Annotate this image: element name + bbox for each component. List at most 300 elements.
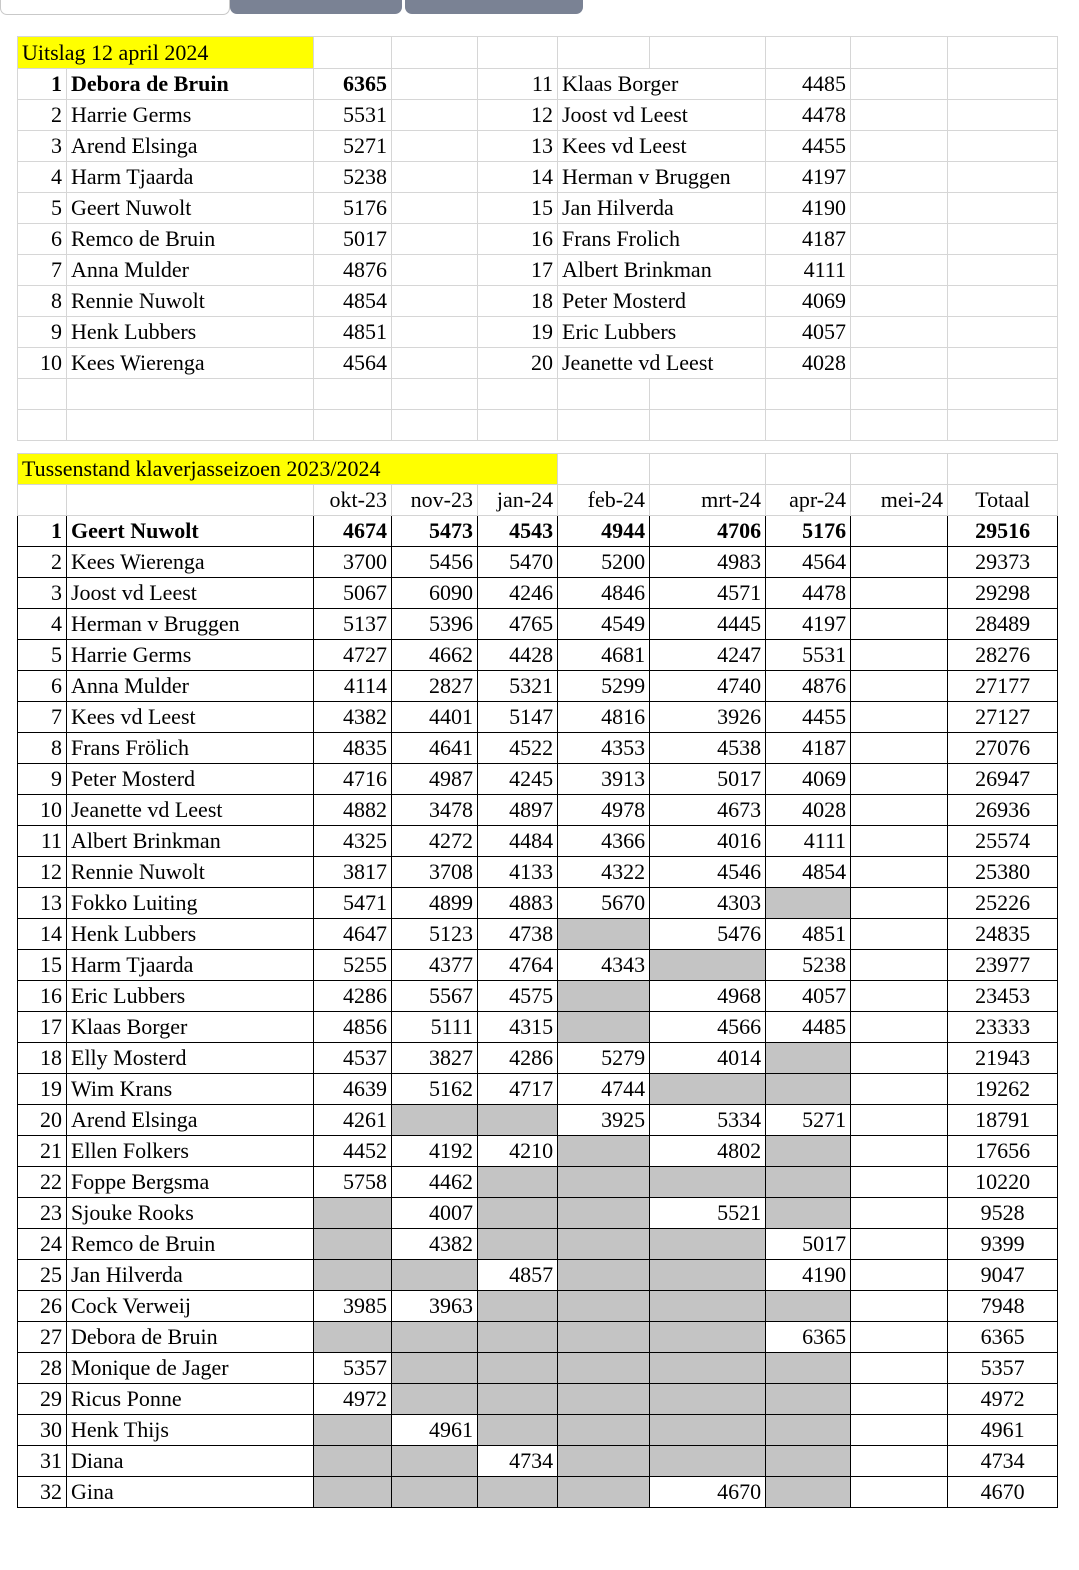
score-cell: 4647 bbox=[314, 919, 392, 950]
name-cell: Eric Lubbers bbox=[558, 317, 766, 348]
missing-score-cell bbox=[766, 1415, 851, 1446]
tab-active[interactable] bbox=[0, 0, 230, 15]
score-cell: 6365 bbox=[314, 69, 392, 100]
name-cell: Kees vd Leest bbox=[67, 702, 314, 733]
missing-score-cell bbox=[392, 1260, 478, 1291]
empty-cell bbox=[851, 317, 948, 348]
score-cell: 4192 bbox=[392, 1136, 478, 1167]
name-cell: Anna Mulder bbox=[67, 255, 314, 286]
score-cell: 3913 bbox=[558, 764, 650, 795]
empty-cell bbox=[392, 286, 478, 317]
score-cell: 4007 bbox=[392, 1198, 478, 1229]
total-cell: 27127 bbox=[948, 702, 1058, 733]
score-cell: 4057 bbox=[766, 317, 851, 348]
table-row bbox=[18, 348, 1058, 379]
rank-cell: 4 bbox=[18, 609, 67, 640]
score-cell: 5299 bbox=[558, 671, 650, 702]
score-cell bbox=[851, 795, 948, 826]
score-cell: 4187 bbox=[766, 733, 851, 764]
name-cell: Eric Lubbers bbox=[67, 981, 314, 1012]
empty-cell bbox=[851, 131, 948, 162]
missing-score-cell bbox=[650, 1446, 766, 1477]
score-cell: 5271 bbox=[314, 131, 392, 162]
score-cell: 3708 bbox=[392, 857, 478, 888]
empty-cell bbox=[948, 379, 1058, 410]
score-cell bbox=[851, 702, 948, 733]
score-cell bbox=[851, 981, 948, 1012]
table-row bbox=[18, 162, 1058, 193]
score-cell: 4727 bbox=[314, 640, 392, 671]
missing-score-cell bbox=[650, 1384, 766, 1415]
score-cell: 4740 bbox=[650, 671, 766, 702]
empty-cell bbox=[948, 224, 1058, 255]
empty-cell bbox=[851, 410, 948, 441]
total-cell: 5357 bbox=[948, 1353, 1058, 1384]
score-cell: 4343 bbox=[558, 950, 650, 981]
score-cell: 4744 bbox=[558, 1074, 650, 1105]
score-cell bbox=[851, 950, 948, 981]
score-cell bbox=[851, 1105, 948, 1136]
total-cell: 28276 bbox=[948, 640, 1058, 671]
score-cell bbox=[851, 578, 948, 609]
total-cell: 17656 bbox=[948, 1136, 1058, 1167]
empty-cell bbox=[851, 224, 948, 255]
name-cell: Jan Hilverda bbox=[558, 193, 766, 224]
score-cell: 4816 bbox=[558, 702, 650, 733]
missing-score-cell bbox=[558, 1198, 650, 1229]
score-cell: 4133 bbox=[478, 857, 558, 888]
table-row bbox=[18, 888, 1058, 919]
name-cell: Rennie Nuwolt bbox=[67, 286, 314, 317]
total-cell: 29298 bbox=[948, 578, 1058, 609]
name-cell: Remco de Bruin bbox=[67, 224, 314, 255]
score-cell: 5147 bbox=[478, 702, 558, 733]
score-cell: 4114 bbox=[314, 671, 392, 702]
table-row bbox=[18, 733, 1058, 764]
rank-cell: 26 bbox=[18, 1291, 67, 1322]
score-cell bbox=[851, 1136, 948, 1167]
score-cell: 4899 bbox=[392, 888, 478, 919]
score-cell: 5255 bbox=[314, 950, 392, 981]
table-row bbox=[18, 1322, 1058, 1353]
rank-cell: 19 bbox=[478, 317, 558, 348]
total-cell: 21943 bbox=[948, 1043, 1058, 1074]
score-cell: 5531 bbox=[766, 640, 851, 671]
table-row bbox=[18, 764, 1058, 795]
empty-cell bbox=[851, 69, 948, 100]
empty-cell bbox=[392, 317, 478, 348]
score-cell bbox=[851, 1167, 948, 1198]
score-cell: 5017 bbox=[314, 224, 392, 255]
score-cell: 4854 bbox=[766, 857, 851, 888]
score-cell: 4546 bbox=[650, 857, 766, 888]
empty-cell bbox=[948, 131, 1058, 162]
total-cell: 9399 bbox=[948, 1229, 1058, 1260]
empty-cell bbox=[314, 379, 392, 410]
missing-score-cell bbox=[766, 1074, 851, 1105]
missing-score-cell bbox=[650, 1291, 766, 1322]
name-cell: Debora de Bruin bbox=[67, 69, 314, 100]
score-cell: 4641 bbox=[392, 733, 478, 764]
total-cell: 23977 bbox=[948, 950, 1058, 981]
score-cell: 4428 bbox=[478, 640, 558, 671]
score-cell: 4835 bbox=[314, 733, 392, 764]
empty-cell bbox=[650, 379, 766, 410]
score-cell: 4057 bbox=[766, 981, 851, 1012]
score-cell: 4734 bbox=[478, 1446, 558, 1477]
name-cell: Geert Nuwolt bbox=[67, 193, 314, 224]
table-row bbox=[18, 1477, 1058, 1508]
score-cell: 4197 bbox=[766, 609, 851, 640]
score-cell: 4537 bbox=[314, 1043, 392, 1074]
score-cell: 4452 bbox=[314, 1136, 392, 1167]
score-cell: 4028 bbox=[766, 348, 851, 379]
rank-cell: 31 bbox=[18, 1446, 67, 1477]
score-cell bbox=[851, 1074, 948, 1105]
missing-score-cell bbox=[650, 1260, 766, 1291]
missing-score-cell bbox=[314, 1477, 392, 1508]
missing-score-cell bbox=[558, 1446, 650, 1477]
empty-cell bbox=[392, 410, 478, 441]
empty-cell bbox=[18, 410, 67, 441]
rank-cell: 7 bbox=[18, 255, 67, 286]
missing-score-cell bbox=[766, 1136, 851, 1167]
score-cell bbox=[851, 1446, 948, 1477]
missing-score-cell bbox=[558, 1260, 650, 1291]
column-header: mrt-24 bbox=[650, 485, 766, 516]
rank-cell: 23 bbox=[18, 1198, 67, 1229]
score-cell: 5123 bbox=[392, 919, 478, 950]
score-cell: 4549 bbox=[558, 609, 650, 640]
score-cell: 4961 bbox=[392, 1415, 478, 1446]
missing-score-cell bbox=[766, 1291, 851, 1322]
rank-cell: 14 bbox=[478, 162, 558, 193]
blank-row bbox=[18, 379, 1058, 410]
score-cell: 4382 bbox=[314, 702, 392, 733]
rank-cell: 28 bbox=[18, 1353, 67, 1384]
name-cell: Albert Brinkman bbox=[67, 826, 314, 857]
table-row bbox=[18, 69, 1058, 100]
name-cell: Anna Mulder bbox=[67, 671, 314, 702]
table-row bbox=[18, 1136, 1058, 1167]
missing-score-cell bbox=[314, 1198, 392, 1229]
score-cell bbox=[851, 1198, 948, 1229]
name-cell: Gina bbox=[67, 1477, 314, 1508]
tab-inactive[interactable] bbox=[405, 0, 583, 14]
rank-cell: 29 bbox=[18, 1384, 67, 1415]
score-cell: 4485 bbox=[766, 69, 851, 100]
total-cell: 6365 bbox=[948, 1322, 1058, 1353]
missing-score-cell bbox=[478, 1353, 558, 1384]
name-cell: Klaas Borger bbox=[67, 1012, 314, 1043]
score-cell: 3985 bbox=[314, 1291, 392, 1322]
table-row bbox=[18, 795, 1058, 826]
score-cell: 4069 bbox=[766, 764, 851, 795]
score-cell: 4564 bbox=[314, 348, 392, 379]
name-cell: Jan Hilverda bbox=[67, 1260, 314, 1291]
empty-cell bbox=[851, 286, 948, 317]
table-row bbox=[18, 640, 1058, 671]
missing-score-cell bbox=[558, 1291, 650, 1322]
table-row bbox=[18, 826, 1058, 857]
total-cell: 26936 bbox=[948, 795, 1058, 826]
rank-cell: 12 bbox=[478, 100, 558, 131]
missing-score-cell bbox=[558, 1353, 650, 1384]
name-cell: Frans Frolich bbox=[558, 224, 766, 255]
score-cell: 4764 bbox=[478, 950, 558, 981]
rank-cell: 20 bbox=[478, 348, 558, 379]
empty-cell bbox=[948, 255, 1058, 286]
missing-score-cell bbox=[478, 1415, 558, 1446]
empty-cell bbox=[478, 379, 558, 410]
total-cell: 4961 bbox=[948, 1415, 1058, 1446]
empty-cell bbox=[558, 379, 650, 410]
name-cell: Harrie Germs bbox=[67, 100, 314, 131]
table-row bbox=[18, 671, 1058, 702]
score-cell: 5321 bbox=[478, 671, 558, 702]
missing-score-cell bbox=[314, 1446, 392, 1477]
score-cell bbox=[851, 547, 948, 578]
score-cell: 4353 bbox=[558, 733, 650, 764]
score-cell bbox=[851, 1415, 948, 1446]
total-cell: 29516 bbox=[948, 516, 1058, 547]
score-cell: 4538 bbox=[650, 733, 766, 764]
score-cell: 5017 bbox=[766, 1229, 851, 1260]
table-row bbox=[18, 255, 1058, 286]
total-cell: 10220 bbox=[948, 1167, 1058, 1198]
score-cell: 4575 bbox=[478, 981, 558, 1012]
column-header: okt-23 bbox=[314, 485, 392, 516]
total-cell: 9528 bbox=[948, 1198, 1058, 1229]
empty-cell bbox=[851, 162, 948, 193]
name-cell: Harm Tjaarda bbox=[67, 950, 314, 981]
empty-cell bbox=[948, 348, 1058, 379]
name-cell: Monique de Jager bbox=[67, 1353, 314, 1384]
score-cell: 5334 bbox=[650, 1105, 766, 1136]
score-cell: 5176 bbox=[314, 193, 392, 224]
missing-score-cell bbox=[766, 888, 851, 919]
empty-cell bbox=[948, 410, 1058, 441]
score-cell: 4455 bbox=[766, 702, 851, 733]
missing-score-cell bbox=[650, 950, 766, 981]
score-cell: 3925 bbox=[558, 1105, 650, 1136]
score-cell: 5200 bbox=[558, 547, 650, 578]
total-cell: 9047 bbox=[948, 1260, 1058, 1291]
rank-cell: 10 bbox=[18, 795, 67, 826]
rank-cell: 1 bbox=[18, 516, 67, 547]
score-cell: 4377 bbox=[392, 950, 478, 981]
score-cell: 4854 bbox=[314, 286, 392, 317]
score-cell: 4016 bbox=[650, 826, 766, 857]
score-cell bbox=[851, 733, 948, 764]
rank-cell: 4 bbox=[18, 162, 67, 193]
total-cell: 26947 bbox=[948, 764, 1058, 795]
missing-score-cell bbox=[558, 1229, 650, 1260]
name-cell: Albert Brinkman bbox=[558, 255, 766, 286]
score-cell: 5473 bbox=[392, 516, 478, 547]
rank-cell: 9 bbox=[18, 317, 67, 348]
score-cell: 5476 bbox=[650, 919, 766, 950]
column-header: Totaal bbox=[948, 485, 1058, 516]
total-cell: 19262 bbox=[948, 1074, 1058, 1105]
empty-cell bbox=[851, 100, 948, 131]
score-cell: 5471 bbox=[314, 888, 392, 919]
name-cell: Peter Mosterd bbox=[67, 764, 314, 795]
total-cell: 27076 bbox=[948, 733, 1058, 764]
total-cell: 18791 bbox=[948, 1105, 1058, 1136]
rank-cell: 5 bbox=[18, 193, 67, 224]
missing-score-cell bbox=[558, 919, 650, 950]
missing-score-cell bbox=[392, 1446, 478, 1477]
missing-score-cell bbox=[392, 1322, 478, 1353]
missing-score-cell bbox=[558, 1012, 650, 1043]
score-cell: 4401 bbox=[392, 702, 478, 733]
score-cell: 5067 bbox=[314, 578, 392, 609]
tussenstand-table bbox=[17, 453, 1058, 1508]
score-cell bbox=[851, 1229, 948, 1260]
name-cell: Herman v Bruggen bbox=[558, 162, 766, 193]
empty-cell bbox=[650, 410, 766, 441]
rank-cell: 22 bbox=[18, 1167, 67, 1198]
name-cell: Klaas Borger bbox=[558, 69, 766, 100]
missing-score-cell bbox=[650, 1229, 766, 1260]
score-cell: 4674 bbox=[314, 516, 392, 547]
column-header: mei-24 bbox=[851, 485, 948, 516]
rank-cell: 10 bbox=[18, 348, 67, 379]
table-row bbox=[18, 317, 1058, 348]
missing-score-cell bbox=[558, 1167, 650, 1198]
name-cell: Arend Elsinga bbox=[67, 1105, 314, 1136]
name-cell: Joost vd Leest bbox=[558, 100, 766, 131]
tab-inactive[interactable] bbox=[230, 0, 402, 14]
empty-cell bbox=[766, 410, 851, 441]
score-cell: 4856 bbox=[314, 1012, 392, 1043]
rank-cell: 20 bbox=[18, 1105, 67, 1136]
score-cell: 4190 bbox=[766, 193, 851, 224]
table-row bbox=[18, 131, 1058, 162]
rank-cell: 2 bbox=[18, 547, 67, 578]
score-cell: 4462 bbox=[392, 1167, 478, 1198]
name-cell: Henk Lubbers bbox=[67, 317, 314, 348]
missing-score-cell bbox=[558, 981, 650, 1012]
column-header: jan-24 bbox=[478, 485, 558, 516]
table-row bbox=[18, 578, 1058, 609]
score-cell: 4717 bbox=[478, 1074, 558, 1105]
empty-cell bbox=[948, 317, 1058, 348]
missing-score-cell bbox=[766, 1477, 851, 1508]
score-cell: 4882 bbox=[314, 795, 392, 826]
score-cell bbox=[851, 1291, 948, 1322]
total-cell: 23333 bbox=[948, 1012, 1058, 1043]
missing-score-cell bbox=[478, 1229, 558, 1260]
table-row bbox=[18, 1415, 1058, 1446]
score-cell: 5176 bbox=[766, 516, 851, 547]
score-cell: 5162 bbox=[392, 1074, 478, 1105]
score-cell: 4111 bbox=[766, 255, 851, 286]
rank-cell: 12 bbox=[18, 857, 67, 888]
name-cell: Fokko Luiting bbox=[67, 888, 314, 919]
missing-score-cell bbox=[650, 1415, 766, 1446]
empty-cell bbox=[392, 348, 478, 379]
table-row bbox=[18, 1229, 1058, 1260]
score-cell: 4028 bbox=[766, 795, 851, 826]
score-cell: 4484 bbox=[478, 826, 558, 857]
score-cell: 5111 bbox=[392, 1012, 478, 1043]
name-cell: Remco de Bruin bbox=[67, 1229, 314, 1260]
score-cell: 4662 bbox=[392, 640, 478, 671]
score-cell bbox=[851, 1353, 948, 1384]
score-cell: 4681 bbox=[558, 640, 650, 671]
name-cell: Geert Nuwolt bbox=[67, 516, 314, 547]
score-cell: 6090 bbox=[392, 578, 478, 609]
missing-score-cell bbox=[558, 1477, 650, 1508]
name-cell: Arend Elsinga bbox=[67, 131, 314, 162]
score-cell: 4245 bbox=[478, 764, 558, 795]
score-cell: 4543 bbox=[478, 516, 558, 547]
score-cell: 4190 bbox=[766, 1260, 851, 1291]
empty-cell bbox=[67, 410, 314, 441]
missing-score-cell bbox=[478, 1322, 558, 1353]
empty-cell bbox=[948, 100, 1058, 131]
score-cell: 5137 bbox=[314, 609, 392, 640]
rank-cell: 24 bbox=[18, 1229, 67, 1260]
score-cell: 4187 bbox=[766, 224, 851, 255]
missing-score-cell bbox=[766, 1198, 851, 1229]
total-cell: 4734 bbox=[948, 1446, 1058, 1477]
score-cell: 5279 bbox=[558, 1043, 650, 1074]
total-cell: 25380 bbox=[948, 857, 1058, 888]
name-cell: Diana bbox=[67, 1446, 314, 1477]
missing-score-cell bbox=[478, 1198, 558, 1229]
score-cell bbox=[851, 640, 948, 671]
rank-cell: 3 bbox=[18, 578, 67, 609]
score-cell: 4315 bbox=[478, 1012, 558, 1043]
score-cell: 5238 bbox=[766, 950, 851, 981]
score-cell: 4272 bbox=[392, 826, 478, 857]
score-cell: 5758 bbox=[314, 1167, 392, 1198]
empty-cell bbox=[948, 286, 1058, 317]
total-cell: 4972 bbox=[948, 1384, 1058, 1415]
name-cell: Elly Mosterd bbox=[67, 1043, 314, 1074]
rank-cell: 17 bbox=[478, 255, 558, 286]
missing-score-cell bbox=[478, 1291, 558, 1322]
table-row bbox=[18, 1260, 1058, 1291]
name-cell: Harrie Germs bbox=[67, 640, 314, 671]
missing-score-cell bbox=[478, 1105, 558, 1136]
name-cell: Ricus Ponne bbox=[67, 1384, 314, 1415]
total-cell: 27177 bbox=[948, 671, 1058, 702]
score-cell: 5238 bbox=[314, 162, 392, 193]
score-cell: 4485 bbox=[766, 1012, 851, 1043]
rank-cell: 3 bbox=[18, 131, 67, 162]
empty-cell bbox=[851, 379, 948, 410]
empty-cell bbox=[392, 224, 478, 255]
total-cell: 28489 bbox=[948, 609, 1058, 640]
column-header: nov-23 bbox=[392, 485, 478, 516]
name-cell: Foppe Bergsma bbox=[67, 1167, 314, 1198]
missing-score-cell bbox=[766, 1167, 851, 1198]
name-cell: Joost vd Leest bbox=[67, 578, 314, 609]
name-cell: Jeanette vd Leest bbox=[558, 348, 766, 379]
tussenstand-title: Tussenstand klaverjasseizoen 2023/2024 bbox=[18, 454, 558, 485]
total-cell: 23453 bbox=[948, 981, 1058, 1012]
score-cell: 6365 bbox=[766, 1322, 851, 1353]
table-row bbox=[18, 919, 1058, 950]
table-row bbox=[18, 516, 1058, 547]
score-cell: 4111 bbox=[766, 826, 851, 857]
rank-cell: 18 bbox=[18, 1043, 67, 1074]
score-cell bbox=[851, 1322, 948, 1353]
